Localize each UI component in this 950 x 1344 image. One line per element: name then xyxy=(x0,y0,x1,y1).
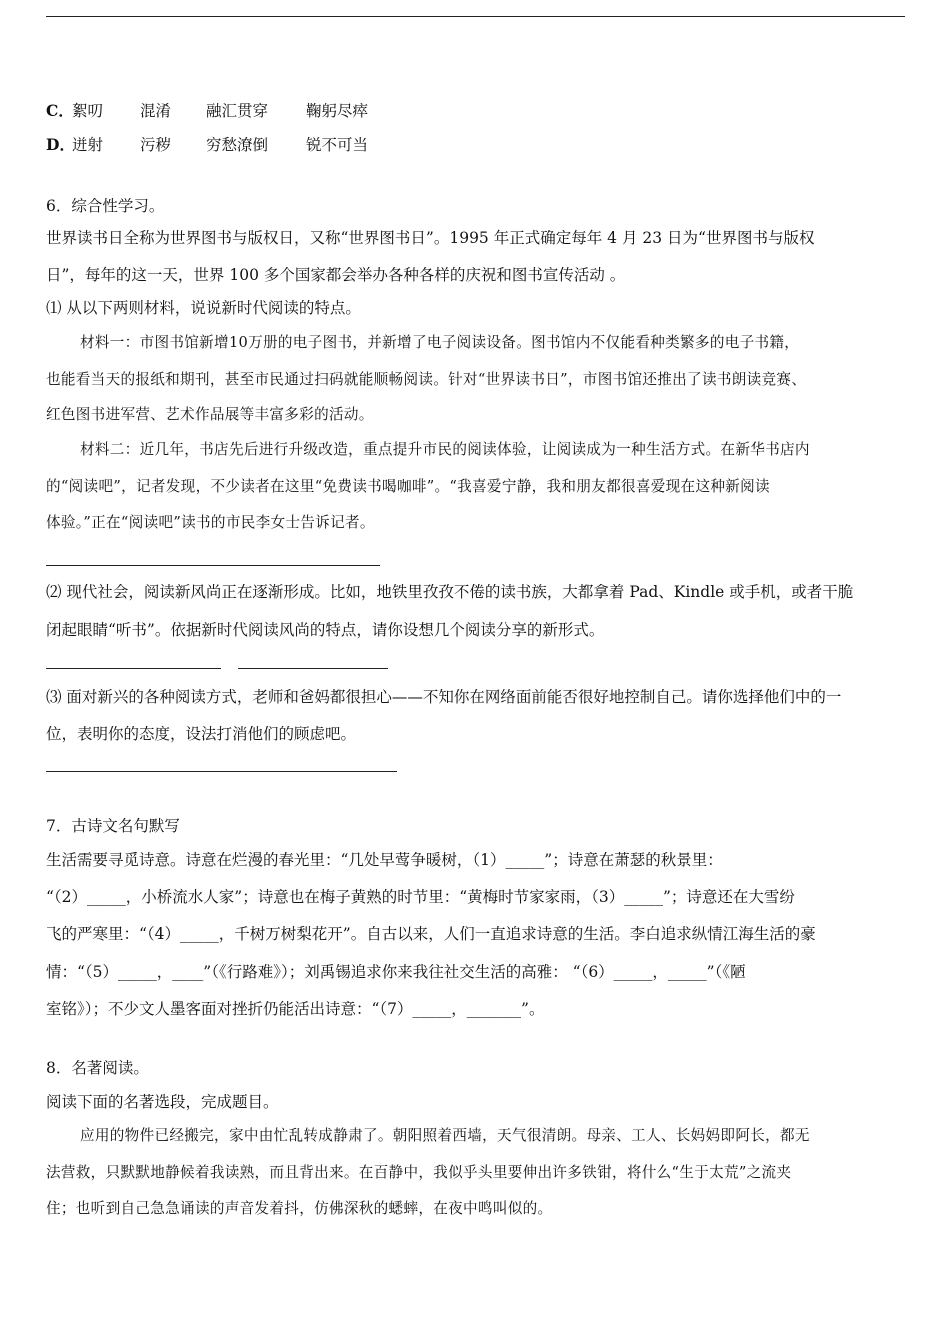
option-letter: C． xyxy=(46,101,74,120)
option-letter: D． xyxy=(46,135,75,154)
material1-line: 红色图书进军营、艺术作品展等丰富多彩的活动。 xyxy=(46,406,374,423)
answer-blank-2b[interactable] xyxy=(238,668,388,669)
q8-passage-line: 应用的物件已经搬完，家中由忙乱转成静肃了。朝阳照着西墙，天气很清朗。母亲、工人、长妈妈即阿长，都无 xyxy=(80,1127,810,1144)
material2-line: 材料二：近几年，书店先后进行升级改造，重点提升市民的阅读体验，让阅读成为一种生活方式。在新华书店内 xyxy=(80,441,810,458)
q8-instruction: 阅读下面的名著选段，完成题目。 xyxy=(46,1093,279,1111)
q7-line: 情：“（5）_____，____”（《行路难》）；刘禹锡追求你来我往社交生活的高雅： “（6）_____，_____”（《陋 xyxy=(46,963,746,981)
q8-passage-line: 住；也听到自己急急诵读的声音发着抖，仿佛深秋的蟋蟀，在夜中鸣叫似的。 xyxy=(46,1200,553,1217)
material2-line: 体验。”正在“阅读吧”读书的市民李女士告诉记者。 xyxy=(46,514,375,531)
option-word: 污秽 xyxy=(140,136,172,154)
answer-blank-2a[interactable] xyxy=(46,668,221,669)
q6-sub3-line: ⑶ 面对新兴的各种阅读方式，老师和爸妈都很担心——不知你在网络面前能否很好地控制自己。请你选择他们中的一 xyxy=(46,688,842,706)
header-rule xyxy=(46,16,905,17)
q7-line: “（2）_____，小桥流水人家”；诗意也在梅子黄熟的时节里：“黄梅时节家家雨，（3）_____”；诗意还在大雪纷 xyxy=(46,888,795,906)
q6-sub1: ⑴ 从以下两则材料，说说新时代阅读的特点。 xyxy=(46,299,361,317)
q6-intro-line: 世界读书日全称为世界图书与版权日，又称“世界图书日”。1995 年正式确定每年 4 月 23 日为“世界图书与版权 xyxy=(46,229,815,247)
option-word: 穷愁潦倒 xyxy=(206,136,269,154)
option-word: 鞠躬尽瘁 xyxy=(306,102,369,120)
q6-heading: 6．综合性学习。 xyxy=(46,197,165,215)
answer-blank-1[interactable] xyxy=(46,565,380,566)
q7-line: 室铭》）；不少文人墨客面对挫折仍能活出诗意：“（7）_____，_______”。 xyxy=(46,1000,545,1018)
q8-passage-line: 法营救，只默默地静候着我读熟，而且背出来。在百静中，我似乎头里要伸出许多铁钳，将什么“生于太荒”之流夹 xyxy=(46,1164,792,1181)
material2-line: 的“阅读吧”，记者发现，不少读者在这里“免费读书喝咖啡”。“我喜爱宁静，我和朋友都很喜爱现在这种新阅读 xyxy=(46,478,770,495)
option-word: 迸射 xyxy=(72,136,104,154)
option-c xyxy=(46,101,368,121)
q6-intro-line: 日”，每年的这一天，世界 100 多个国家都会举办各种各样的庆祝和图书宣传活动 。 xyxy=(46,266,626,284)
q8-heading: 8．名著阅读。 xyxy=(46,1059,149,1077)
q7-line: 飞的严寒里：“（4）_____，千树万树梨花开”。自古以来，人们一直追求诗意的生活。李白追求纵情江海生活的豪 xyxy=(46,925,816,943)
option-word: 混淆 xyxy=(140,102,172,120)
q6-sub3-line: 位，表明你的态度，设法打消他们的顾虑吧。 xyxy=(46,725,357,743)
q6-sub2-line: 闭起眼睛“听书”。依据新时代阅读风尚的特点，请你设想几个阅读分享的新形式。 xyxy=(46,621,605,639)
q6-sub2-line: ⑵ 现代社会，阅读新风尚正在逐渐形成。比如，地铁里孜孜不倦的读书族，大都拿着 Pad、Kindle 或手机，或者干脆 xyxy=(46,583,854,601)
q7-heading: 7．古诗文名句默写 xyxy=(46,817,180,835)
answer-blank-3[interactable] xyxy=(46,771,397,772)
option-d xyxy=(46,135,368,155)
material1-line: 材料一：市图书馆新增10万册的电子图书，并新增了电子阅读设备。图书馆内不仅能看种类繁多的电子书籍， xyxy=(80,334,800,351)
material1-line: 也能看当天的报纸和期刊，甚至市民通过扫码就能顺畅阅读。针对“世界读书日”，市图书馆还推出了读书朗读竞赛、 xyxy=(46,371,807,388)
q7-line: 生活需要寻觅诗意。诗意在烂漫的春光里：“几处早莺争暖树，（1）_____”；诗意在萧瑟的秋景里： xyxy=(46,851,723,869)
option-word: 融汇贯穿 xyxy=(206,102,269,120)
option-word: 锐不可当 xyxy=(306,136,369,154)
option-word: 絮叨 xyxy=(72,102,104,120)
